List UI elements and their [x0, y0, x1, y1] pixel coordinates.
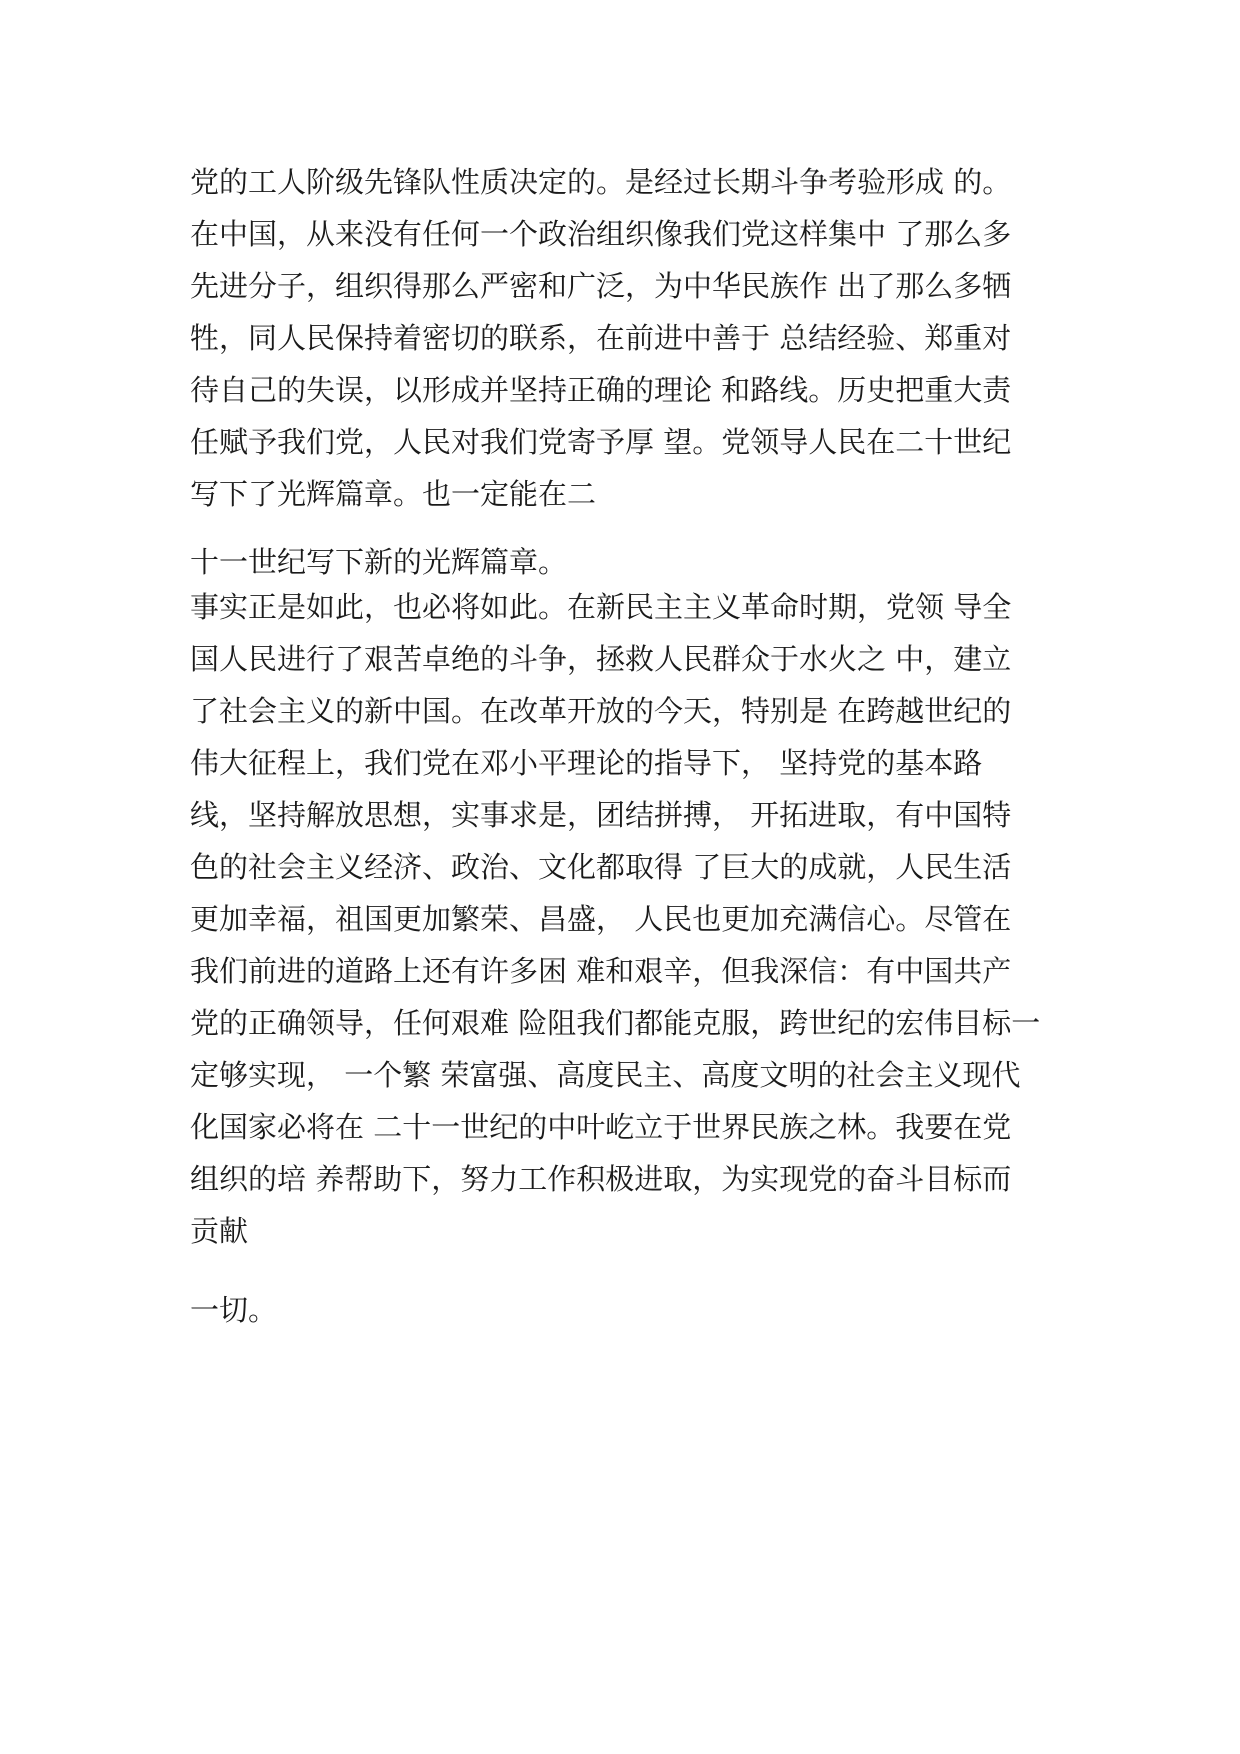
text-line: 定够实现， 一个繁 荣富强、高度民主、高度文明的社会主义现代 — [190, 1058, 1021, 1092]
text-line: 党的正确领导，任何艰难 险阻我们都能克服，跨世纪的宏伟目标一 — [190, 1006, 1041, 1040]
text-line: 一切。 — [190, 1293, 278, 1327]
text-line: 组织的培 养帮助下，努力工作积极进取，为实现党的奋斗目标而 — [190, 1162, 1012, 1196]
text-line: 在中国，从来没有任何一个政治组织像我们党这样集中 了那么多 — [190, 217, 1012, 251]
text-line: 国人民进行了艰苦卓绝的斗争，拯救人民群众于水火之 中，建立 — [190, 642, 1012, 676]
text-line: 十一世纪写下新的光辉篇章。 — [190, 545, 568, 579]
text-line: 了社会主义的新中国。在改革开放的今天，特别是 在跨越世纪的 — [190, 694, 1012, 728]
text-line: 化国家必将在 二十一世纪的中叶屹立于世界民族之林。我要在党 — [190, 1110, 1012, 1144]
text-line: 更加幸福，祖国更加繁荣、昌盛， 人民也更加充满信心。尽管在 — [190, 902, 1012, 936]
text-line: 事实正是如此，也必将如此。在新民主主义革命时期，党领 导全 — [190, 590, 1012, 624]
text-line: 线，坚持解放思想，实事求是，团结拼搏， 开拓进取，有中国特 — [190, 798, 1012, 832]
paragraph-party-nature — [190, 156, 1070, 520]
text-line: 待自己的失误，以形成并坚持正确的理论 和路线。历史把重大责 — [190, 373, 1012, 407]
text-line: 先进分子，组织得那么严密和广泛，为中华民族作 出了那么多牺 — [190, 269, 1012, 303]
text-line: 色的社会主义经济、政治、文化都取得 了巨大的成就，人民生活 — [190, 850, 1012, 884]
text-line: 任赋予我们党，人民对我们党寄予厚 望。党领导人民在二十世纪 — [190, 425, 1012, 459]
paragraph-facts — [190, 581, 1070, 1257]
text-line: 写下了光辉篇章。也一定能在二 — [190, 477, 597, 511]
text-line: 牲，同人民保持着密切的联系，在前进中善于 总结经验、郑重对 — [190, 321, 1012, 355]
text-line: 贡献 — [190, 1214, 249, 1248]
text-line: 伟大征程上，我们党在邓小平理论的指导下， 坚持党的基本路 — [190, 746, 983, 780]
paragraph-closing — [190, 1284, 1070, 1336]
text-line: 党的工人阶级先锋队性质决定的。是经过长期斗争考验形成 的。 — [190, 165, 1012, 199]
text-line: 我们前进的道路上还有许多困 难和艰辛，但我深信：有中国共产 — [190, 954, 1012, 988]
